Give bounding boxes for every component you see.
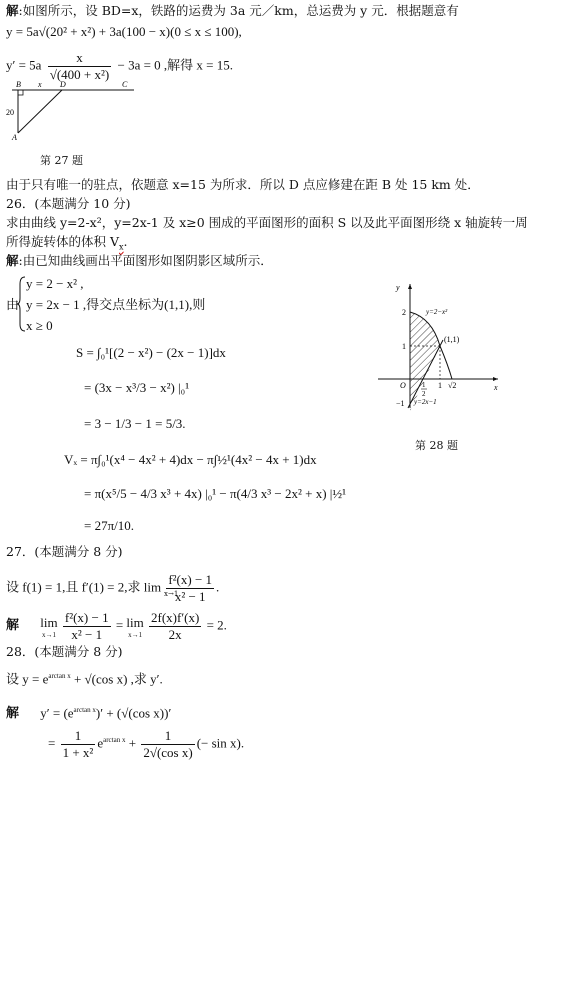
area-line1: S = ∫₀¹[(2 − x²) − (2x − 1)]dx (76, 345, 226, 360)
area-line2: = (3x − x³/3 − x²) |₀¹ (84, 380, 190, 395)
q26-prompt-sub: x (119, 242, 124, 252)
label-x: x (38, 80, 42, 89)
eq2-den: √(400 + x²) (49, 67, 110, 82)
q27-eq: = (115, 617, 124, 633)
q27-solution (6, 610, 227, 643)
q27-prompt-text: 设 f(1) = 1,且 f′(1) = 2,求 lim (6, 579, 162, 595)
q27-lim1: lim x→1 (40, 614, 58, 639)
label-sqrt2: √2 (448, 381, 457, 390)
q28-header: 28．(本题满分 8 分) (6, 644, 123, 659)
q27-header: 27．(本题满分 8 分) (6, 544, 123, 559)
label-intersection: (1,1) (444, 335, 460, 344)
jie-label: 解 (6, 705, 20, 721)
q27-lim2: lim x→1 (126, 614, 144, 639)
label-20: 20 (6, 108, 14, 117)
solution-intro (6, 3, 459, 19)
label-x-one: 1 (438, 381, 442, 390)
q27-prompt-num: f²(x) − 1 (168, 572, 213, 587)
q26-prompt-line1: 求由曲线 y=2-x²，y=2x-1 及 x≥0 围成的平面图形的面积 S 以及此平面图形绕 x 轴旋转一周 (6, 215, 528, 230)
label-b: B (16, 80, 21, 89)
q27-sol-fraction2: $\frac{2f(x)f'(x)}{2x}$ (151, 610, 200, 642)
q27-sol-fraction1: $\frac{\text{f²(x) − 1}}{\text{x² − 1}}$ (64, 610, 109, 642)
q27-prompt-sub: x→1 (164, 590, 179, 598)
label-origin: O (400, 381, 406, 390)
q28-fraction2: $\frac{1}{\text{2√(cos x)}}$ (143, 728, 193, 760)
line-ad (18, 90, 62, 133)
q26-solution-text: :由已知曲线画出平面图形如图阴影区域所示． (18, 253, 273, 268)
figure-27-diagram (4, 78, 139, 143)
q27-end: = 2. (206, 617, 227, 633)
jie-label: 解 (6, 253, 19, 268)
label-d: D (60, 80, 66, 89)
system-eq1: y = 2 − x² , (26, 276, 84, 291)
q28-prompt: 设 $y = e^{arctan x} + √(\cos$ x) ,求 y′. (6, 671, 163, 687)
eq2-rhs: − 3a = 0 ,解得 x = 15. (117, 57, 233, 73)
label-two: 2 (402, 308, 406, 317)
figure-28-diagram (370, 280, 505, 420)
q28-solution-line2: = $\frac{1}{\text{1 + x²}}$ $e^{arctan x}$ + $\frac{1}{\text{2√(cos x)}}$ (− sin x). (48, 728, 245, 760)
label-c: C (122, 80, 128, 89)
label-half-num: 1 (422, 381, 426, 389)
q27-prompt (6, 572, 219, 605)
q26-prompt-volume: 所得旋转体的体积 V (6, 234, 120, 249)
q27-prompt-end: . (216, 579, 220, 595)
system-brace (16, 276, 26, 332)
q27-prompt-den: x² − 1 (174, 589, 206, 604)
label-half-den: 2 (422, 390, 426, 398)
area-line3: = 3 − 1/3 − 1 = 5/3. (84, 416, 186, 431)
q27-prompt-fraction (166, 572, 214, 605)
jie-label: 解 (6, 3, 19, 18)
jie-label: 解 (6, 617, 20, 633)
label-y: y (396, 283, 400, 292)
y-axis-arrow (408, 284, 412, 289)
q28-solution-line1: 解 $y' = (e^{arctan x})' + (√(\cos$ x))′ (6, 705, 172, 721)
system-you: 由 (6, 297, 20, 312)
figure-27-caption: 第 27 题 (40, 154, 83, 167)
label-a: A (12, 133, 17, 142)
label-line: y=2x−1 (414, 398, 437, 406)
system-eq2: y = 2x − 1 ,得交点坐标为(1,1),则 (26, 297, 206, 312)
q26-prompt-period: . (123, 234, 128, 249)
label-parabola: y=2−x² (426, 308, 448, 316)
system-eq3: x ≥ 0 (26, 318, 53, 333)
right-angle-mark (18, 90, 23, 95)
q26-header: 26．(本题满分 10 分) (6, 196, 131, 211)
volume-line1: Vₓ = π∫₀¹(x⁴ − 4x² + 4)dx − π∫½¹(4x² − 4x + 1)dx (64, 452, 317, 467)
label-minus-one: −1 (396, 399, 405, 408)
volume-line3: = 27π/10. (84, 518, 135, 533)
equation-y: y = 5a√(20² + x²) + 3a(100 − x)(0 ≤ x ≤ 100), (6, 24, 242, 39)
label-one: 1 (402, 342, 406, 351)
figure-28-caption: 第 28 题 (415, 439, 458, 452)
q26-solution-intro (6, 253, 273, 269)
solution-conclusion: 由于只有唯一的驻点，依题意 x=15 为所求．所以 D 点应修建在距 B 处 15 km 处． (6, 177, 480, 192)
x-axis-arrow (493, 377, 498, 381)
eq2-lhs: y′ = 5a (6, 57, 42, 73)
eq2-num: x (48, 50, 112, 67)
volume-line2: = π(x⁵/5 − 4/3 x³ + 4x) |₀¹ − π(4/3 x³ − 2x² + x) |½¹ (84, 486, 347, 501)
label-x-axis: x (494, 383, 498, 392)
solution-intro-text: :如图所示，设 BD=x，铁路的运费为 3a 元／km，总运费为 y 元．根据题意有 (18, 3, 459, 18)
q28-fraction1: $\frac{1}{\text{1 + x²}}$ (62, 728, 94, 760)
